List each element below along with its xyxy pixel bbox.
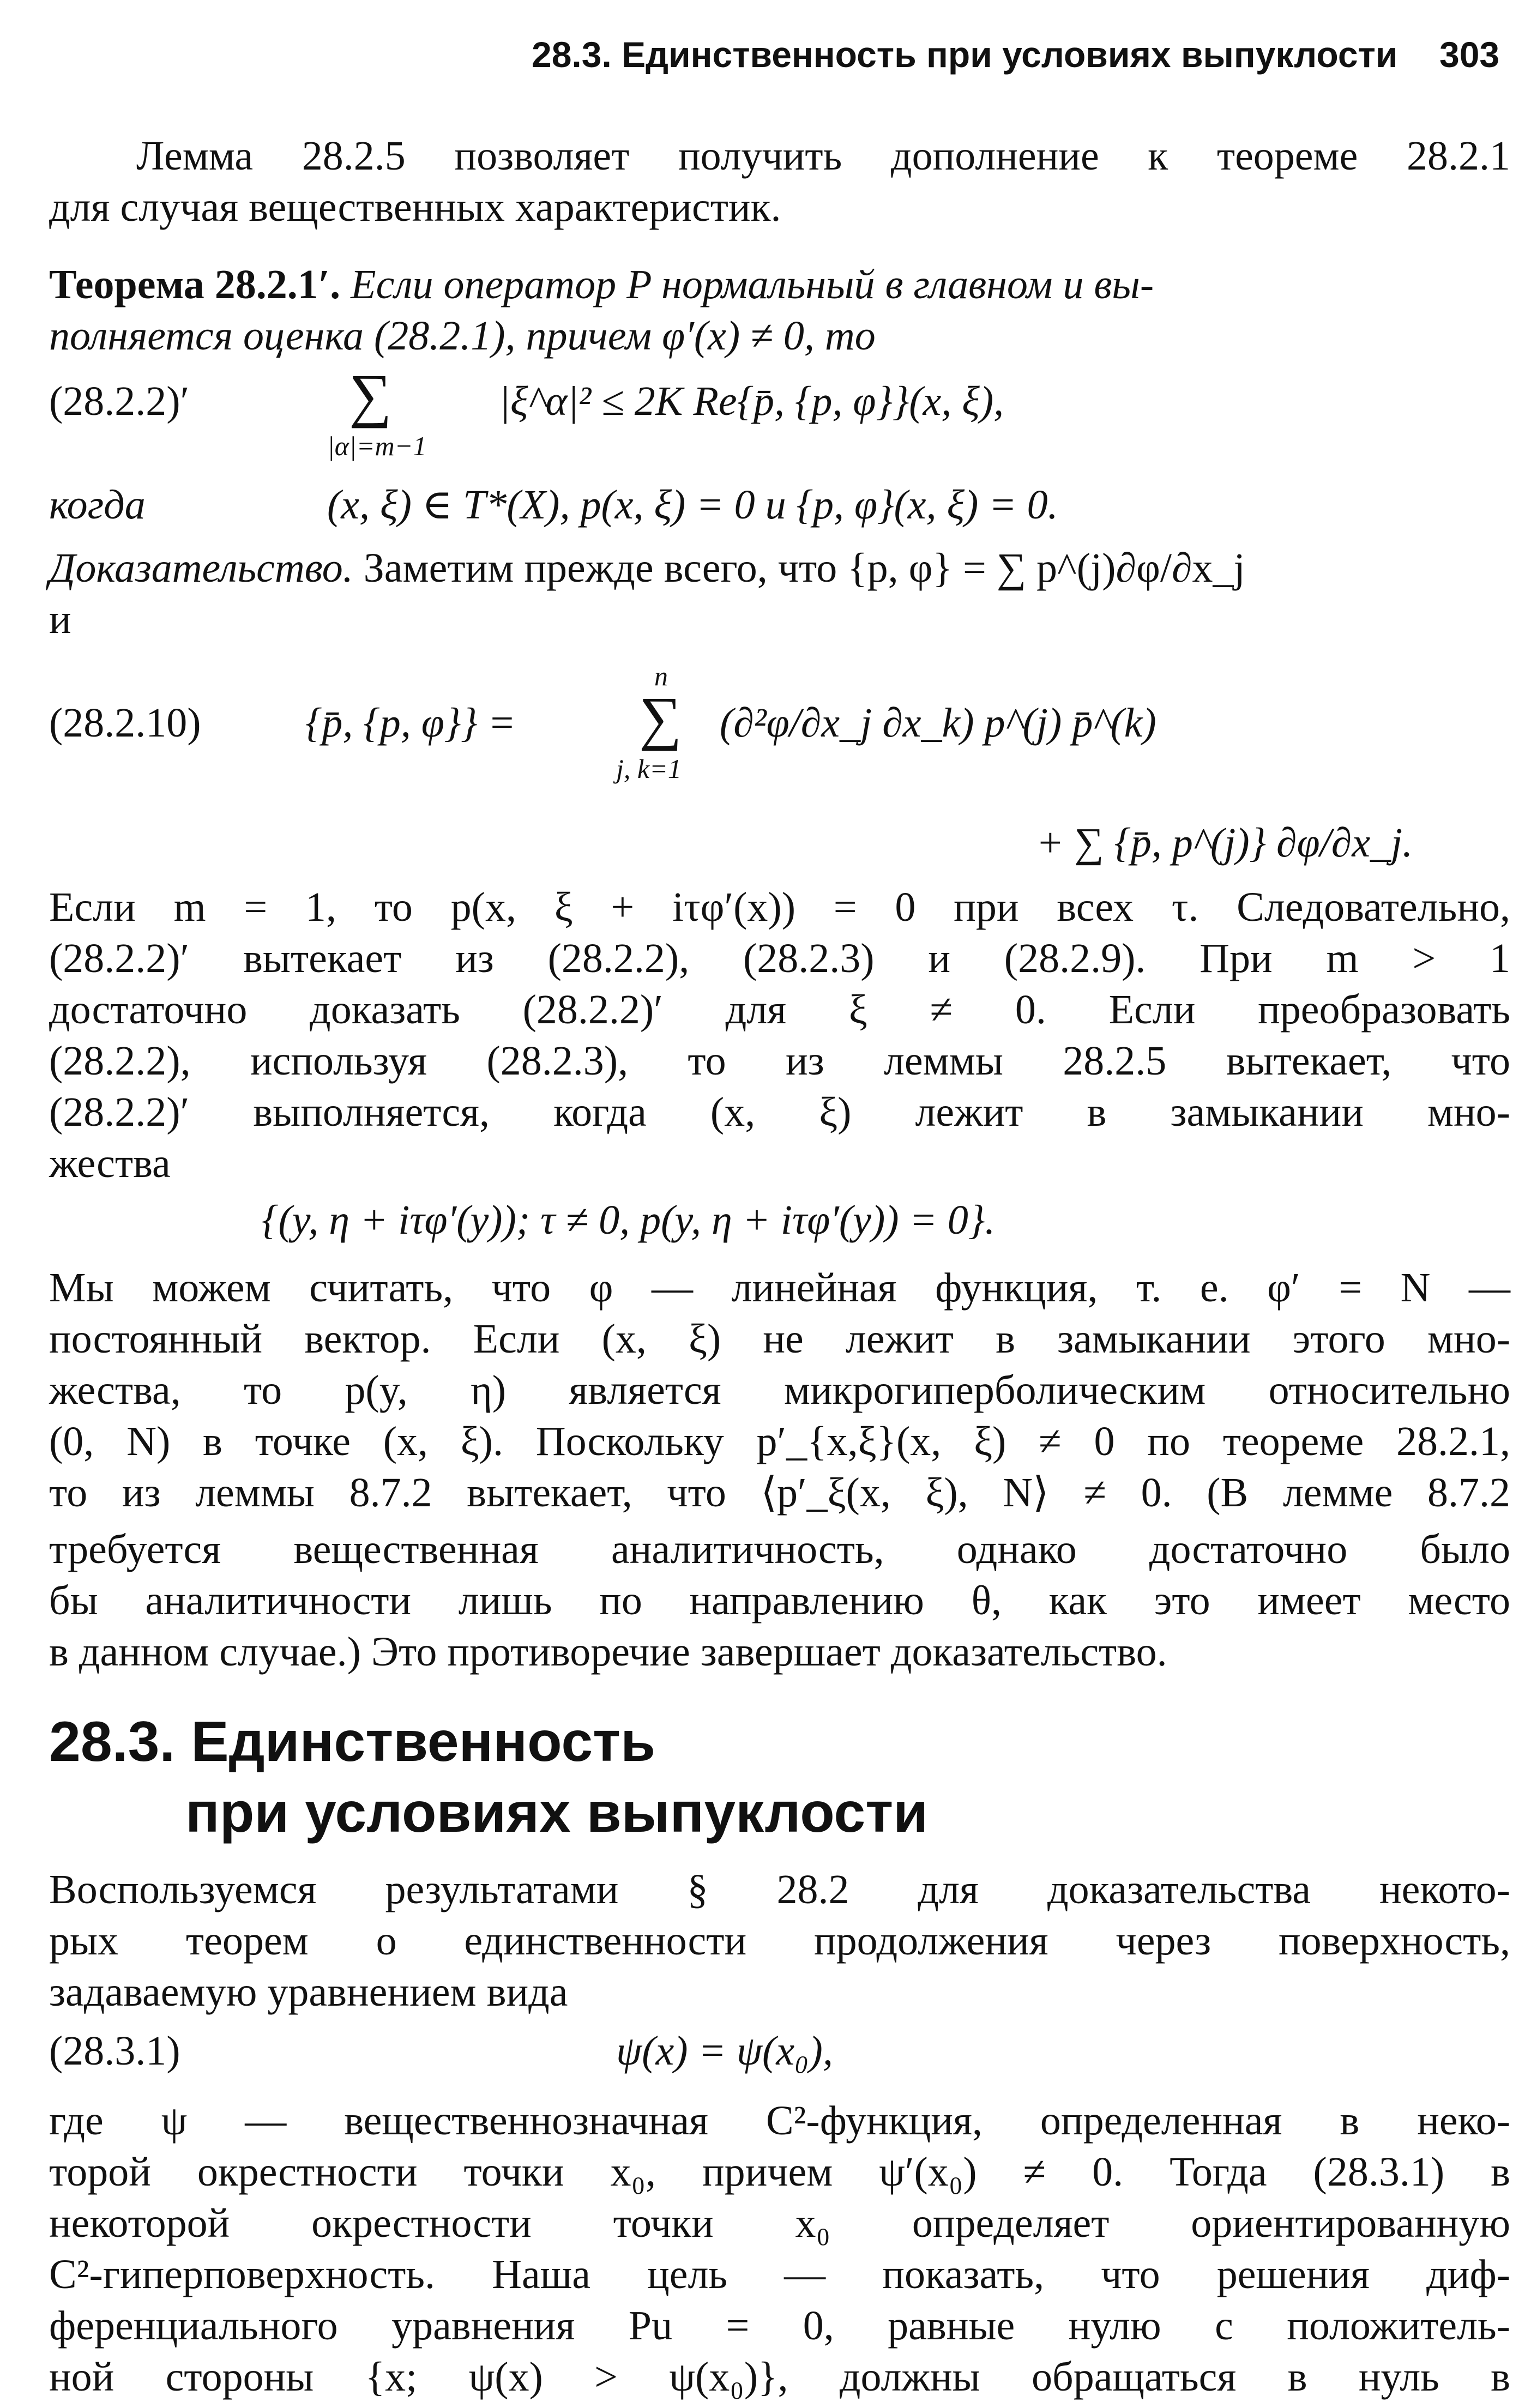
paragraph-1-line-1: Если m = 1, то p(x, ξ + iτφ′(x)) = 0 при всех τ. Следовательно, (49, 884, 1510, 930)
sum-sign: ∑ (349, 362, 392, 429)
paragraph-1-line-3: достаточно доказать (28.2.2)′ для ξ ≠ 0. Если преобразовать (49, 987, 1510, 1033)
sum-index: |α|=m−1 (327, 431, 427, 461)
paragraph-4-line-4: C²-гиперповерхность. Наша цель — показать, что решения диф- (49, 2252, 1510, 2297)
equation-28-2-10-term-1: (∂²φ/∂x_j ∂x_k) p^(j) p̄^(k) (720, 700, 1156, 746)
proof-label: Доказательство. (49, 545, 353, 591)
proof-line-1 (49, 543, 1510, 593)
paragraph-4-line-2: торой окрестности точки x₀, причем ψ′(x₀) ≠ 0. Тогда (28.3.1) в (49, 2149, 1510, 2195)
paragraph-3-line-1: Воспользуемся результатами § 28.2 для доказательства некото- (49, 1867, 1510, 1912)
intro-line-1: Лемма 28.2.5 позволяет получить дополнение к теореме 28.2.1 (136, 133, 1510, 179)
paragraph-2-line-5: то из леммы 8.7.2 вытекает, что ⟨p′_ξ(x, ξ), N⟩ ≠ 0. (В лемме 8.7.2 (49, 1470, 1510, 1516)
equation-28-2-10-term-2: + ∑ {p̄, p^(j)} ∂φ/∂x_j. (1036, 820, 1413, 866)
proof-line-2: и (49, 596, 71, 642)
paragraph-1-line-2: (28.2.2)′ вытекает из (28.2.2), (28.2.3) и (28.2.9). При m > 1 (49, 936, 1510, 981)
equation-28-2-10-lhs: {p̄, {p, φ}} = (305, 700, 516, 746)
when-condition: (x, ξ) ∈ T*(X), p(x, ξ) = 0 и {p, φ}(x, ξ) = 0. (327, 482, 1058, 528)
sum-lower-limit: j, k=1 (616, 753, 682, 784)
theorem-line-2: полняется оценка (28.2.1), причем φ′(x) ≠ 0, то (49, 313, 876, 359)
paragraph-4-line-5: ференциального уравнения Pu = 0, равные нулю с положитель- (49, 2303, 1510, 2349)
theorem-label: Теорема 28.2.1′. (49, 262, 341, 307)
paragraph-4-line-3: некоторой окрестности точки x₀ определяет ориентированную (49, 2200, 1510, 2246)
when-label: когда (49, 482, 146, 528)
equation-28-2-2-prime-body: |ξ^α|² ≤ 2K Re{p̄, {p, φ}}(x, ξ), (499, 378, 1004, 424)
paragraph-2-line-4: (0, N) в точке (x, ξ). Поскольку p′_{x,ξ}(x, ξ) ≠ 0 по теореме 28.2.1, (49, 1419, 1510, 1464)
paragraph-1-line-5: (28.2.2)′ выполняется, когда (x, ξ) лежит в замыкании мно- (49, 1089, 1510, 1135)
paragraph-2-line-6: требуется вещественная аналитичность, однако достаточно было (49, 1526, 1510, 1572)
paragraph-4-line-1: где ψ — вещественнозначная C²-функция, определенная в неко- (49, 2098, 1510, 2144)
theorem-line-1 (49, 259, 1510, 310)
theorem-text-1: Если оператор P нормальный в главном и вы- (351, 262, 1154, 307)
paragraph-3-line-3: задаваемую уравнением вида (49, 1969, 568, 2015)
proof-text-1: Заметим прежде всего, что {p, φ} = ∑ p^(j)∂φ/∂x_j (363, 545, 1245, 591)
paragraph-3-line-2: рых теорем о единственности продолжения через поверхность, (49, 1918, 1510, 1964)
paragraph-2-line-1: Мы можем считать, что φ — линейная функция, т. е. φ′ = N — (49, 1265, 1510, 1311)
paragraph-2-line-3: жества, то p(y, η) является микрогиперболическим относительно (49, 1367, 1510, 1413)
page-number: 303 (1439, 34, 1500, 75)
paragraph-1-line-4: (28.2.2), используя (28.2.3), то из леммы 28.2.5 вытекает, что (49, 1038, 1510, 1084)
sum-upper-limit: n (654, 661, 668, 691)
equation-number-28-2-10: (28.2.10) (49, 700, 201, 746)
paragraph-1-line-6: жества (49, 1140, 171, 1186)
intro-line-2: для случая вещественных характеристик. (49, 184, 781, 230)
equation-number-28-2-2-prime: (28.2.2)′ (49, 378, 190, 424)
sum-sign-2: ∑ (639, 685, 682, 751)
equation-number-28-3-1: (28.3.1) (49, 2028, 180, 2074)
section-title-1: Единственность (191, 1710, 656, 1773)
paragraph-2-line-8: в данном случае.) Это противоречие завершает доказательство. (49, 1629, 1167, 1675)
equation-28-3-1-body: ψ(x) = ψ(x₀), (616, 2028, 833, 2074)
running-title: 28.3. Единственность при условиях выпуклости (532, 34, 1398, 75)
paragraph-2-line-7: бы аналитичности лишь по направлению θ, как это имеет место (49, 1578, 1510, 1624)
section-title-2: при условиях выпуклости (185, 1781, 929, 1844)
paragraph-2-line-2: постоянный вектор. Если (x, ξ) не лежит в замыкании этого мно- (49, 1316, 1510, 1362)
section-number: 28.3. (49, 1710, 176, 1773)
set-display-formula: {(y, η + iτφ′(y)); τ ≠ 0, p(y, η + iτφ′(y)) = 0}. (262, 1197, 996, 1243)
section-heading-line-1 (49, 1706, 655, 1777)
paragraph-4-line-6: ной стороны {x; ψ(x) > ψ(x₀)}, должны обращаться в нуль в (49, 2354, 1510, 2400)
